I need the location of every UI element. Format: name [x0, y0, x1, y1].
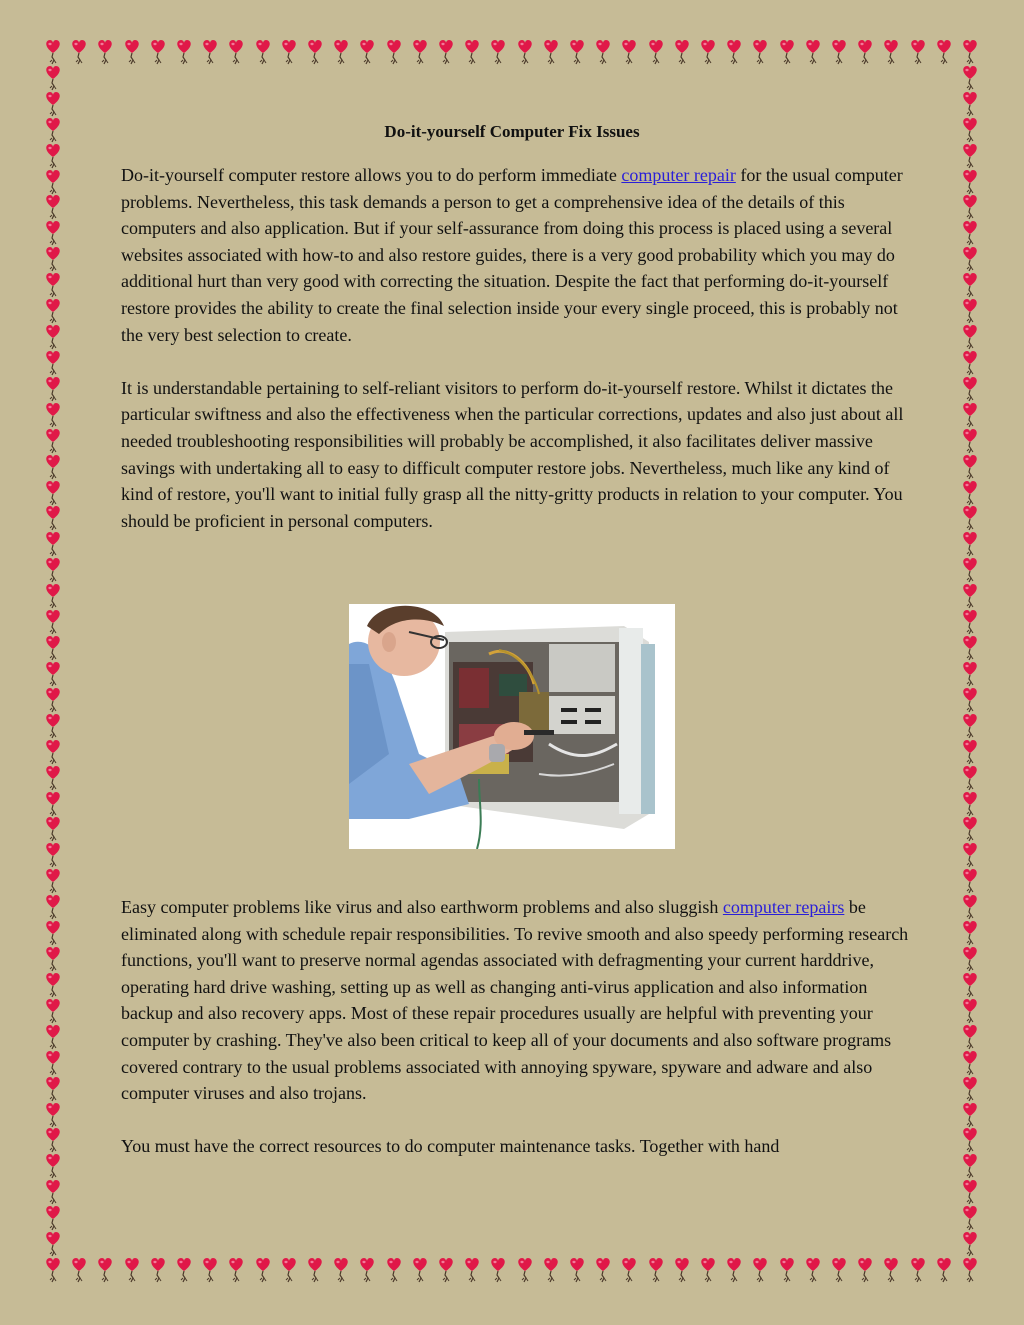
heart-balloon-icon	[281, 1258, 297, 1284]
heart-balloon-icon	[71, 40, 87, 66]
heart-balloon-icon	[962, 1128, 978, 1154]
heart-balloon-icon	[45, 1154, 61, 1180]
heart-balloon-icon	[883, 1258, 899, 1284]
heart-balloon-icon	[962, 195, 978, 221]
heart-balloon-icon	[962, 481, 978, 507]
heart-balloon-icon	[45, 688, 61, 714]
article-body-bottom	[121, 894, 911, 1160]
heart-balloon-icon	[97, 1258, 113, 1284]
heart-balloon-icon	[910, 40, 926, 66]
heart-balloon-icon	[45, 1180, 61, 1206]
heart-balloon-icon	[962, 766, 978, 792]
heart-balloon-icon	[150, 1258, 166, 1284]
heart-balloon-icon	[962, 688, 978, 714]
heart-balloon-icon	[386, 1258, 402, 1284]
heart-balloon-icon	[595, 1258, 611, 1284]
heart-balloon-icon	[962, 325, 978, 351]
heart-balloon-icon	[962, 1206, 978, 1232]
heart-balloon-icon	[45, 299, 61, 325]
heart-balloon-icon	[962, 947, 978, 973]
heart-balloon-icon	[962, 532, 978, 558]
heart-balloon-icon	[412, 1258, 428, 1284]
heart-balloon-icon	[648, 40, 664, 66]
heart-balloon-icon	[45, 221, 61, 247]
heart-balloon-icon	[962, 843, 978, 869]
heart-balloon-icon	[281, 40, 297, 66]
heart-balloon-icon	[779, 40, 795, 66]
heart-balloon-icon	[962, 273, 978, 299]
heart-balloon-icon	[621, 1258, 637, 1284]
heart-balloon-icon	[962, 351, 978, 377]
heart-balloon-icon	[962, 740, 978, 766]
heart-balloon-icon	[962, 1258, 978, 1284]
heart-balloon-icon	[962, 558, 978, 584]
heart-balloon-icon	[45, 1051, 61, 1077]
heart-balloon-icon	[97, 40, 113, 66]
heart-balloon-icon	[490, 40, 506, 66]
heart-balloon-icon	[962, 1103, 978, 1129]
heart-balloon-icon	[962, 869, 978, 895]
heart-balloon-icon	[45, 455, 61, 481]
heart-balloon-icon	[517, 1258, 533, 1284]
heart-balloon-icon	[438, 1258, 454, 1284]
heart-balloon-icon	[45, 1232, 61, 1258]
heart-balloon-icon	[45, 92, 61, 118]
heart-balloon-icon	[752, 40, 768, 66]
technician-illustration	[349, 604, 675, 849]
heart-balloon-icon	[621, 40, 637, 66]
heart-balloon-icon	[910, 1258, 926, 1284]
heart-balloon-icon	[962, 1077, 978, 1103]
heart-balloon-icon	[386, 40, 402, 66]
heart-balloon-icon	[674, 1258, 690, 1284]
heart-balloon-icon	[438, 40, 454, 66]
heart-balloon-icon	[962, 792, 978, 818]
heart-balloon-icon	[752, 1258, 768, 1284]
heart-balloon-icon	[307, 1258, 323, 1284]
heart-balloon-icon	[359, 40, 375, 66]
heart-balloon-icon	[45, 481, 61, 507]
page-title: Do-it-yourself Computer Fix Issues	[384, 122, 640, 141]
heart-balloon-icon	[595, 40, 611, 66]
heart-balloon-icon	[45, 714, 61, 740]
heart-balloon-icon	[176, 40, 192, 66]
heart-balloon-icon	[45, 610, 61, 636]
heart-balloon-icon	[45, 1258, 61, 1284]
heart-balloon-icon	[45, 1206, 61, 1232]
heart-balloon-icon	[45, 999, 61, 1025]
paragraph-1	[121, 162, 911, 348]
paragraph-4: You must have the correct resources to do computer maintenance tasks. Together with hand	[121, 1136, 780, 1157]
heart-balloon-icon	[464, 1258, 480, 1284]
heart-balloon-icon	[779, 1258, 795, 1284]
heart-balloon-icon	[45, 532, 61, 558]
heart-balloon-icon	[45, 766, 61, 792]
heart-balloon-icon	[45, 273, 61, 299]
heart-balloon-icon	[45, 973, 61, 999]
heart-balloon-icon	[45, 1128, 61, 1154]
heart-balloon-icon	[831, 1258, 847, 1284]
heart-balloon-icon	[45, 843, 61, 869]
heart-balloon-icon	[962, 144, 978, 170]
heart-balloon-icon	[962, 455, 978, 481]
heart-balloon-icon	[805, 40, 821, 66]
heart-balloon-icon	[962, 973, 978, 999]
heart-balloon-icon	[700, 1258, 716, 1284]
heart-balloon-icon	[936, 1258, 952, 1284]
paragraph-text: be eliminated along with schedule repair responsibilities. To revive smooth and also speedy performing research functions, you'll want to preserve normal agendas associated with defragmenting your current harddrive, operating hard drive washing, setting up as well as changing anti-virus application and also information backup and also recovery apps. Most of these repair procedures usually are helpful with preventing your computer by crashing. They've also been critical to keep all of your documents and also software programs covered contrary to the usual problems associated with annoying spyware, spyware and adware and also computer viruses and also trojans.	[121, 897, 909, 1104]
heart-balloon-icon	[962, 506, 978, 532]
heart-balloon-icon	[45, 636, 61, 662]
heart-balloon-icon	[726, 40, 742, 66]
heart-balloon-icon	[45, 558, 61, 584]
heart-balloon-icon	[962, 921, 978, 947]
heart-balloon-icon	[936, 40, 952, 66]
heart-balloon-icon	[962, 636, 978, 662]
heart-balloon-icon	[883, 40, 899, 66]
heart-balloon-icon	[333, 1258, 349, 1284]
heart-balloon-icon	[569, 1258, 585, 1284]
heart-balloon-icon	[962, 1180, 978, 1206]
heart-balloon-icon	[962, 584, 978, 610]
article-body-top	[121, 162, 911, 534]
heart-balloon-icon	[202, 1258, 218, 1284]
computer-repairs-link[interactable]: computer repairs	[722, 897, 845, 917]
heart-balloon-icon	[962, 1232, 978, 1258]
heart-balloon-icon	[71, 1258, 87, 1284]
heart-balloon-icon	[805, 1258, 821, 1284]
heart-balloon-icon	[45, 584, 61, 610]
heart-balloon-icon	[648, 1258, 664, 1284]
heart-balloon-icon	[45, 66, 61, 92]
heart-balloon-icon	[45, 947, 61, 973]
heart-balloon-icon	[45, 377, 61, 403]
heart-balloon-icon	[962, 377, 978, 403]
heart-balloon-icon	[726, 1258, 742, 1284]
heart-balloon-icon	[412, 40, 428, 66]
heart-balloon-icon	[45, 792, 61, 818]
heart-balloon-icon	[674, 40, 690, 66]
heart-balloon-icon	[962, 40, 978, 66]
heart-balloon-icon	[517, 40, 533, 66]
heart-balloon-icon	[962, 662, 978, 688]
heart-balloon-icon	[569, 40, 585, 66]
heart-balloon-icon	[150, 40, 166, 66]
heart-balloon-icon	[255, 40, 271, 66]
heart-balloon-icon	[228, 1258, 244, 1284]
computer-repair-link[interactable]: computer repair	[621, 165, 736, 185]
heart-balloon-icon	[45, 817, 61, 843]
heart-balloon-icon	[124, 1258, 140, 1284]
heart-balloon-icon	[124, 40, 140, 66]
heart-balloon-icon	[962, 610, 978, 636]
heart-balloon-icon	[831, 40, 847, 66]
heart-balloon-icon	[45, 662, 61, 688]
heart-balloon-icon	[45, 195, 61, 221]
heart-balloon-icon	[45, 170, 61, 196]
heart-balloon-icon	[962, 66, 978, 92]
heart-balloon-icon	[45, 247, 61, 273]
heart-balloon-icon	[45, 351, 61, 377]
paragraph-2: It is understandable pertaining to self-reliant visitors to perform do-it-yourself restore. Whilst it dictates the particular swiftness and also the effectiveness when the particular corrections, updates and also just about all needed troubleshooting responsibilities will probably be accomplished, it also facilitates deliver massive savings with undertaking all to easy to difficult computer restore jobs. Nevertheless, much like any kind of kind of restore, you'll want to initial fully grasp all the nitty-gritty products in relation to your computer. You should be proficient in personal computers.	[121, 377, 904, 531]
heart-balloon-icon	[543, 1258, 559, 1284]
heart-balloon-icon	[857, 40, 873, 66]
heart-balloon-icon	[490, 1258, 506, 1284]
heart-balloon-icon	[45, 1077, 61, 1103]
heart-balloon-icon	[45, 1103, 61, 1129]
paragraph-3	[121, 894, 911, 1107]
heart-balloon-icon	[962, 92, 978, 118]
heart-balloon-icon	[962, 714, 978, 740]
heart-balloon-icon	[962, 1051, 978, 1077]
heart-balloon-icon	[45, 740, 61, 766]
heart-balloon-icon	[962, 403, 978, 429]
heart-balloon-icon	[45, 144, 61, 170]
heart-balloon-icon	[45, 921, 61, 947]
heart-balloon-icon	[45, 429, 61, 455]
heart-balloon-icon	[176, 1258, 192, 1284]
heart-balloon-icon	[255, 1258, 271, 1284]
paragraph-text: Do-it-yourself computer restore allows you to do perform immediate	[121, 165, 622, 185]
heart-balloon-icon	[962, 221, 978, 247]
heart-balloon-icon	[228, 40, 244, 66]
heart-balloon-icon	[543, 40, 559, 66]
heart-balloon-icon	[700, 40, 716, 66]
heart-balloon-icon	[962, 170, 978, 196]
computer-repair-photo	[349, 604, 675, 849]
heart-balloon-icon	[45, 1025, 61, 1051]
heart-balloon-icon	[307, 40, 323, 66]
heart-balloon-icon	[464, 40, 480, 66]
heart-balloon-icon	[45, 403, 61, 429]
heart-balloon-icon	[962, 1025, 978, 1051]
heart-balloon-icon	[45, 895, 61, 921]
heart-balloon-icon	[45, 40, 61, 66]
heart-balloon-icon	[962, 429, 978, 455]
heart-balloon-icon	[359, 1258, 375, 1284]
heart-balloon-icon	[857, 1258, 873, 1284]
heart-balloon-icon	[962, 999, 978, 1025]
heart-balloon-icon	[962, 895, 978, 921]
heart-balloon-icon	[962, 817, 978, 843]
heart-balloon-icon	[45, 869, 61, 895]
heart-balloon-icon	[962, 247, 978, 273]
paragraph-text: for the usual computer problems. Nevertheless, this task demands a person to get a comprehensive idea of the details of this computers and also application. But if your self-assurance from doing this process is placed using a several websites associated with how-to and also restore guides, there is a very good probability which you may do additional hurt than very good with correcting the situation. Despite the fact that performing do-it-yourself restore provides the ability to create the final selection inside your every single proceed, this is probably not the very best selection to create.	[121, 165, 903, 345]
heart-balloon-icon	[202, 40, 218, 66]
heart-balloon-icon	[962, 299, 978, 325]
heart-balloon-icon	[45, 506, 61, 532]
heart-balloon-icon	[45, 325, 61, 351]
heart-balloon-icon	[333, 40, 349, 66]
paragraph-text: Easy computer problems like virus and also earthworm problems and also sluggish	[121, 897, 723, 917]
heart-balloon-icon	[962, 1154, 978, 1180]
